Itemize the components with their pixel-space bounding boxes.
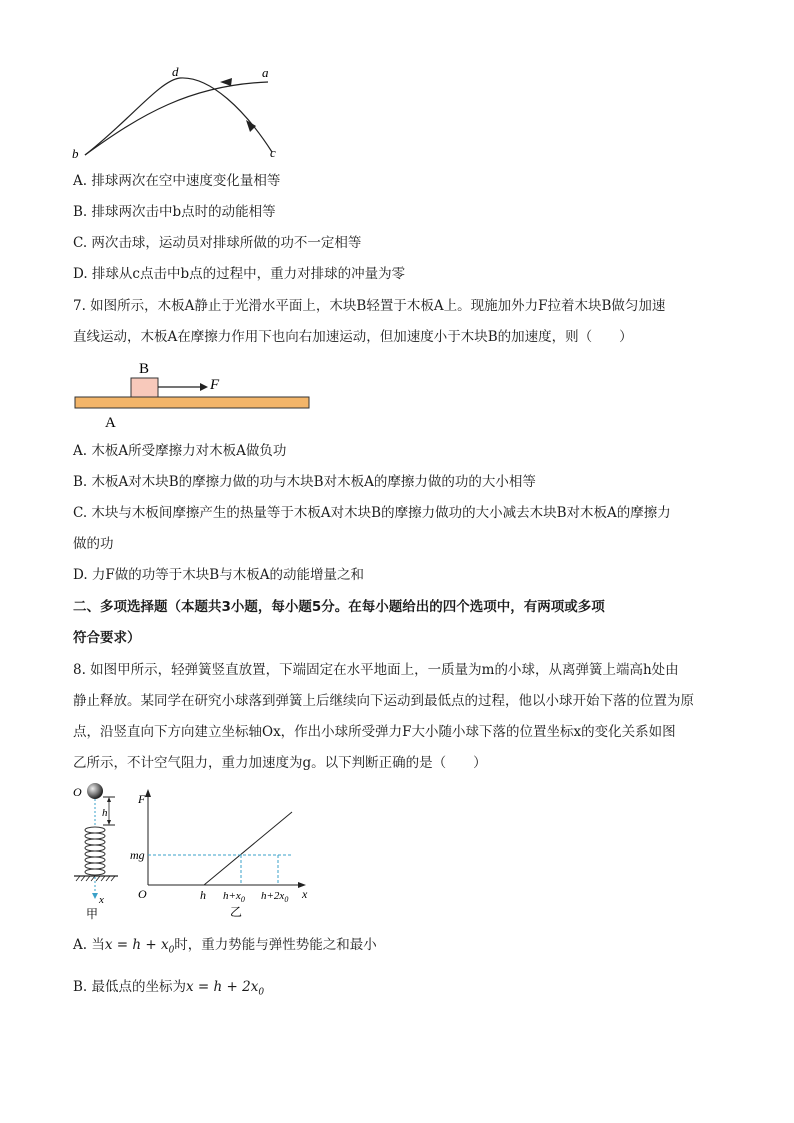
y-axis-arrowhead <box>145 789 151 797</box>
q7-stem-line1: 7. 如图所示，木板A静止于光滑水平面上，木块B轻置于木板A上。现施加外力F拉着木块B做匀加速 <box>73 298 666 314</box>
label-h-yi: h <box>200 888 206 902</box>
section2-heading-line1: 二、多项选择题（本题共3小题，每小题5分。在每小题给出的四个选项中，有两项或多项 <box>73 599 605 615</box>
q7-option-c: C. 木块与木板间摩擦产生的热量等于木板A对木块B的摩擦力做功的大小减去木块B对木板A的摩擦力 <box>73 505 671 521</box>
h-arrow-up <box>107 797 111 802</box>
caption-jia: 甲 <box>86 907 99 920</box>
spring-coils <box>85 827 105 875</box>
q8-option-b <box>73 977 264 1003</box>
q7-option-d: D. 力F做的功等于木块B与木板A的动能增量之和 <box>73 567 364 583</box>
trajectory-figure <box>60 60 300 165</box>
q6-option-d: D. 排球从c点击中b点的过程中，重力对排球的冲量为零 <box>73 266 406 282</box>
label-force-f: F <box>210 377 220 393</box>
q8-option-b-pre: B. 最低点的坐标为 <box>73 979 187 995</box>
arrow-c <box>246 120 256 132</box>
trajectory-curve-bd <box>85 78 272 155</box>
q6-option-c: C. 两次击球，运动员对排球所做的功不一定相等 <box>73 235 362 251</box>
section2-heading-line2: 符合要求） <box>73 630 141 646</box>
label-x-yi: x <box>302 887 308 901</box>
q7-stem-line2: 直线运动，木板A在摩擦力作用下也向右加速运动，但加速度小于木块B的加速度，则（ ） <box>73 329 633 345</box>
label-b: b <box>72 146 79 161</box>
q8-option-a-pre: A. 当 <box>73 937 105 953</box>
h-arrow-down <box>107 820 111 825</box>
q8-option-b-eq: $x = h + 2x_0$ <box>186 979 265 998</box>
label-block-b: B <box>139 361 150 377</box>
label-mg: mg <box>130 848 145 862</box>
caption-yi: 乙 <box>230 905 243 919</box>
q8-option-a-post: 时，重力势能与弹性势能之和最小 <box>174 937 377 953</box>
q8-stem-line4: 乙所示，不计空气阻力，重力加速度为g。以下判断正确的是（ ） <box>73 755 487 771</box>
label-board-a: A <box>105 415 116 431</box>
label-x-jia: x <box>99 894 104 906</box>
board-block-figure <box>70 356 320 431</box>
force-graph-yi <box>130 785 320 920</box>
force-arrowhead <box>200 383 208 391</box>
ball <box>87 783 103 799</box>
q6-option-a: A. 排球两次在空中速度变化量相等 <box>73 173 281 189</box>
q8-option-a-eq: $x = h + x_0$ <box>104 937 175 956</box>
force-line <box>204 812 292 885</box>
label-d: d <box>172 64 179 79</box>
q7-option-b: B. 木板A对木块B的摩擦力做的功与木块B对木板A的摩擦力做的功的大小相等 <box>73 474 536 490</box>
q7-option-a: A. 木板A所受摩擦力对木板A做负功 <box>73 443 287 459</box>
q8-option-a <box>73 935 377 961</box>
label-a: a <box>262 65 269 80</box>
arrow-a <box>220 78 232 86</box>
trajectory-curve-ca <box>85 82 268 155</box>
q7-option-c-cont: 做的功 <box>73 536 114 552</box>
label-f: F <box>138 792 146 806</box>
q8-stem-line1: 8. 如图甲所示，轻弹簧竖直放置，下端固定在水平地面上，一质量为m的小球，从离弹簧上端高h处由 <box>73 662 679 678</box>
tick-h-plus-2x0: $h+2x_0$ <box>261 890 289 904</box>
block-b <box>131 378 158 397</box>
q8-stem-line3: 点，沿竖直向下方向建立坐标轴Ox，作出小球所受弹力F大小随小球下落的位置坐标x的变化关系如图 <box>73 724 676 740</box>
label-o-jia: O <box>73 785 82 799</box>
board-a <box>75 397 309 408</box>
label-c: c <box>270 145 276 160</box>
tick-h-plus-x0: $h+x_0$ <box>223 890 245 904</box>
label-o-yi: O <box>138 887 147 901</box>
q8-stem-line2: 静止释放。某同学在研究小球落到弹簧上后继续向下运动到最低点的过程，他以小球开始下落的位置为原 <box>73 693 694 709</box>
x-axis-arrowhead <box>92 893 98 899</box>
label-h-jia: h <box>102 807 108 819</box>
spring-figure-jia <box>70 780 130 920</box>
q6-option-b: B. 排球两次击中b点时的动能相等 <box>73 204 276 220</box>
